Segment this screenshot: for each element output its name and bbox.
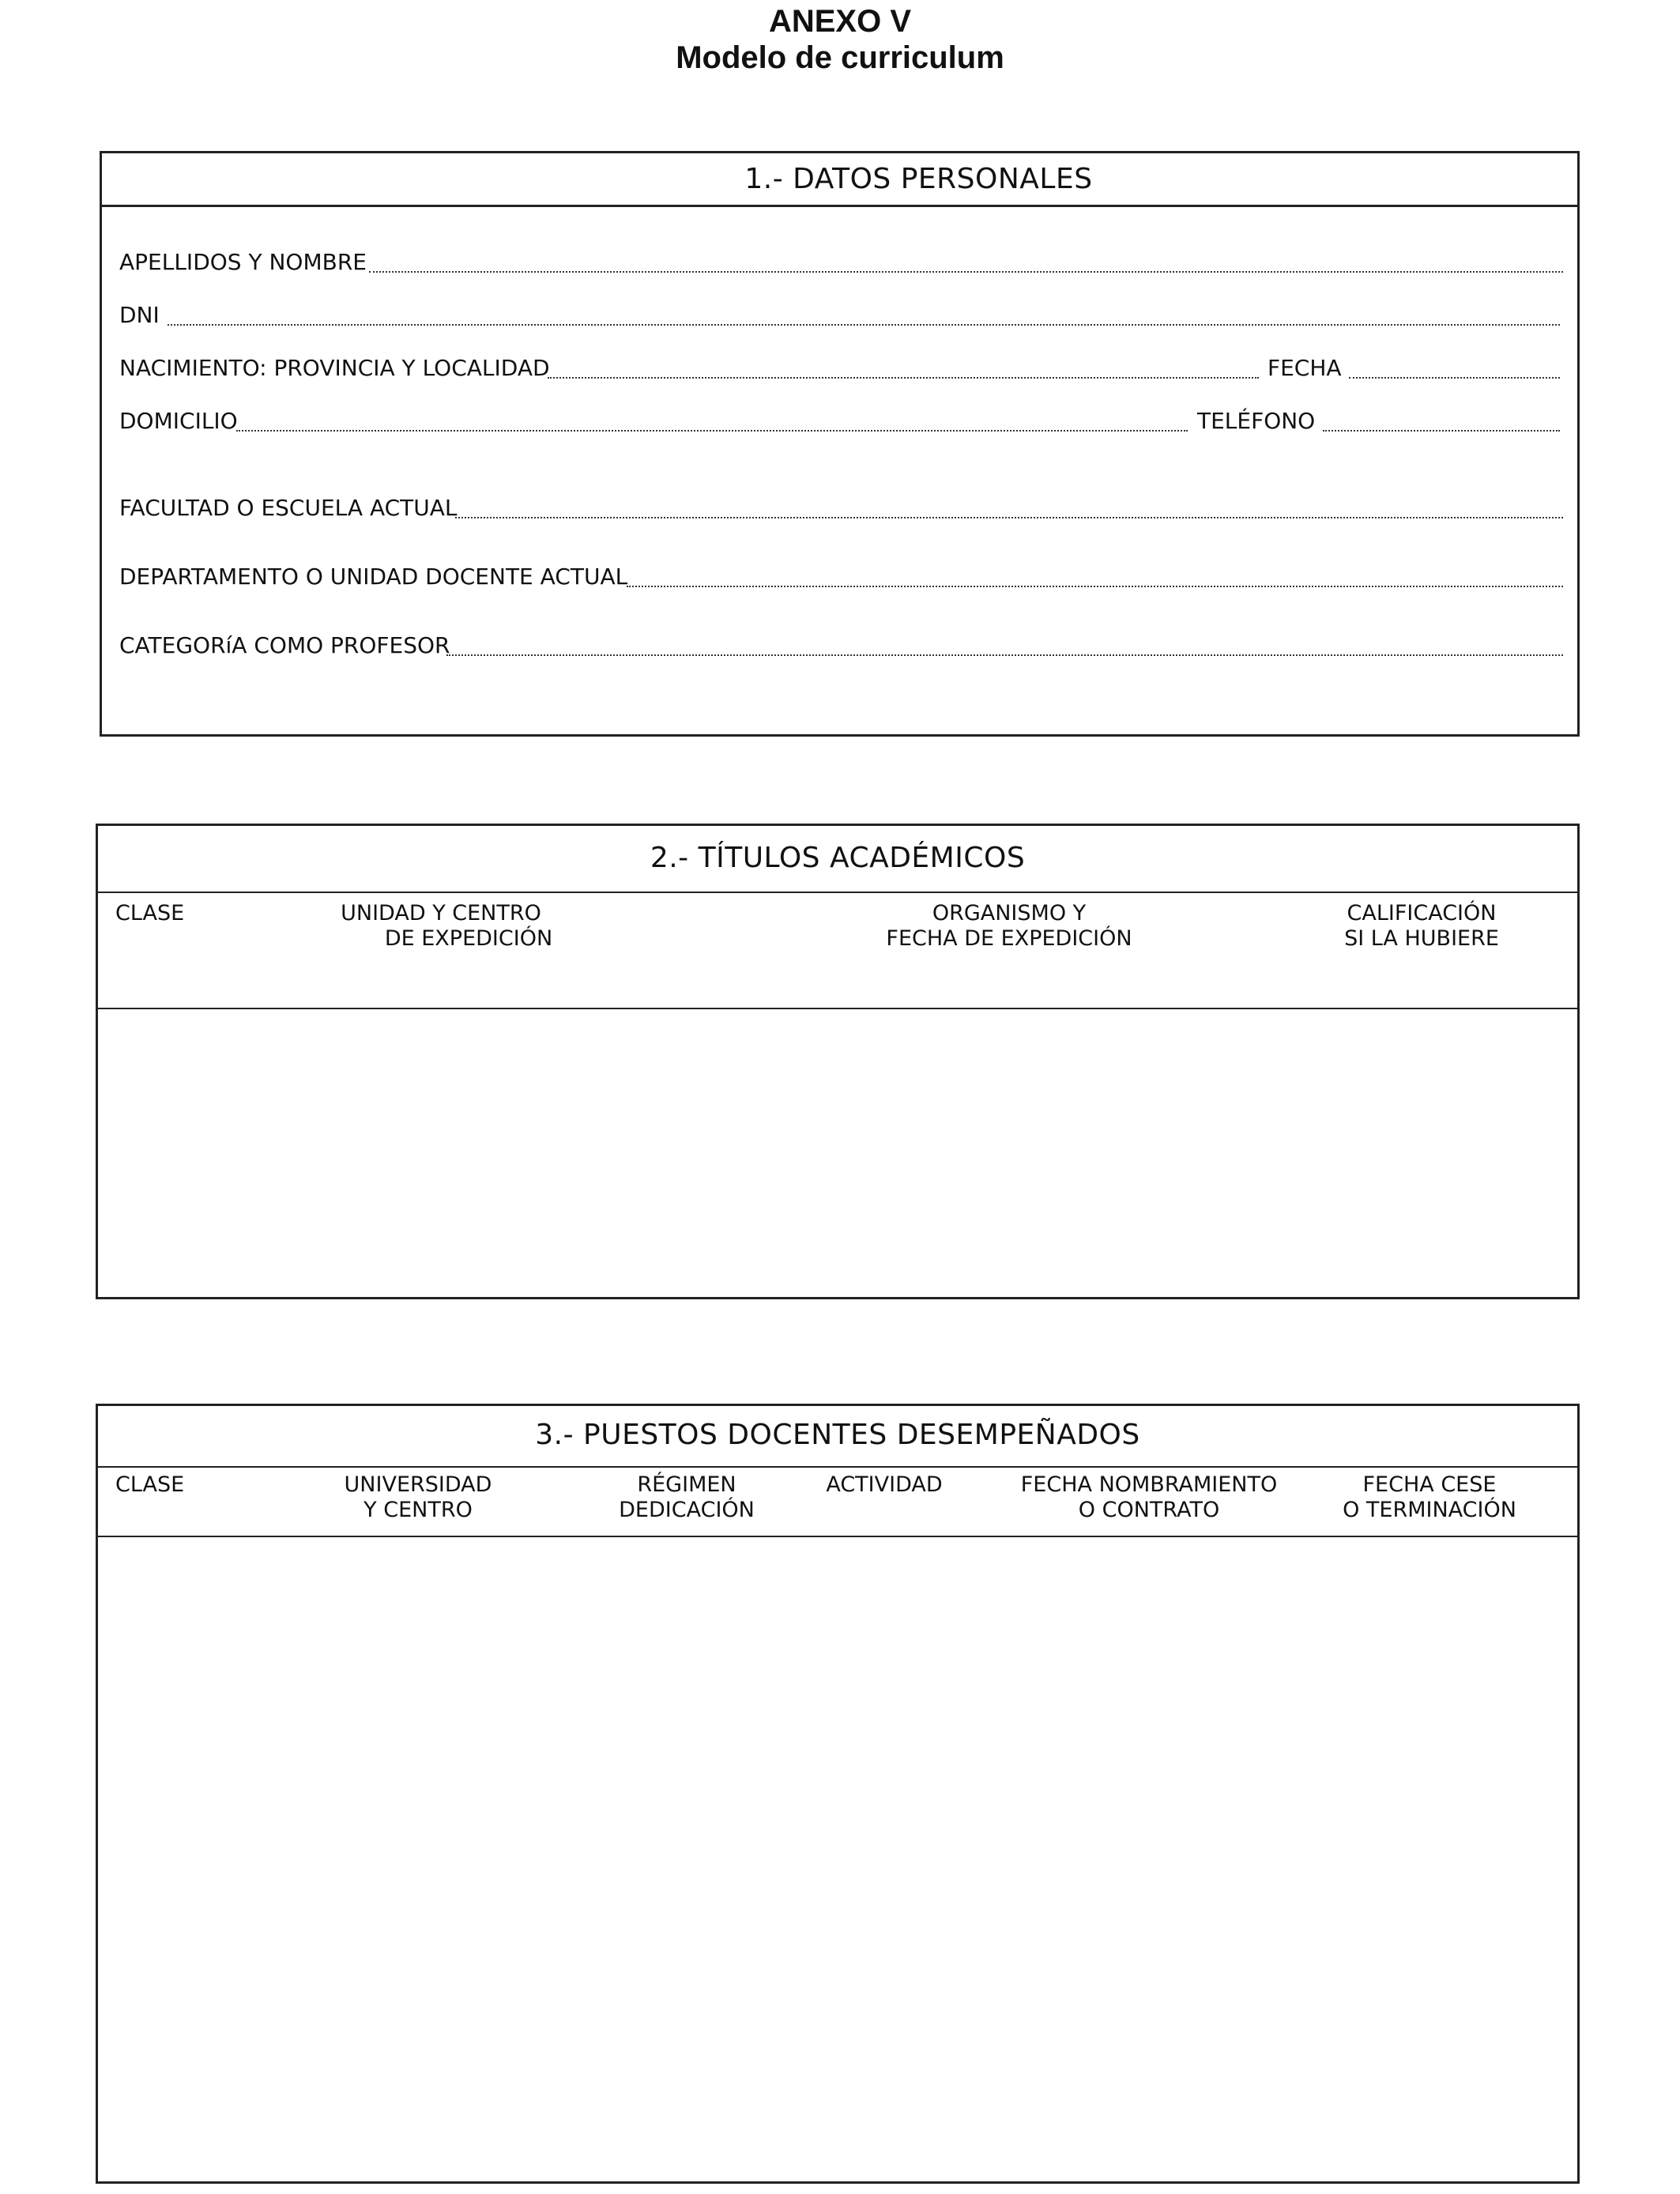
field-birth-line[interactable] (548, 377, 1259, 379)
academic-titles-entry-area[interactable] (98, 1009, 1577, 1297)
teaching-col-fecha-cese: FECHA CESE O TERMINACIÓN (1343, 1472, 1516, 1522)
section-academic-titles (96, 824, 1580, 1299)
field-label-dni: DNI (119, 302, 160, 328)
section-personal-data-title: 1.- DATOS PERSONALES (744, 163, 1093, 195)
teaching-positions-column-header-row (98, 1468, 1577, 1537)
field-label-birth: NACIMIENTO: PROVINCIA Y LOCALIDAD (119, 355, 550, 381)
academic-titles-column-header-row (98, 893, 1577, 1009)
teaching-positions-entry-area[interactable] (98, 1537, 1577, 2181)
academic-col-clase: CLASE (115, 901, 185, 925)
field-label-address: DOMICILIO (119, 408, 238, 434)
academic-col-organismo: ORGANISMO Y FECHA DE EXPEDICIÓN (886, 901, 1132, 951)
document-header (0, 0, 1680, 76)
section-academic-titles-title: 2.- TÍTULOS ACADÉMICOS (650, 842, 1026, 874)
field-dni-line[interactable] (168, 324, 1560, 326)
teaching-col-clase: CLASE (115, 1472, 185, 1497)
annex-subtitle: Modelo de curriculum (676, 40, 1004, 75)
field-name-line[interactable] (369, 271, 1563, 273)
field-label-category: CATEGORíA COMO PROFESOR (119, 632, 450, 658)
section-teaching-positions-header (98, 1406, 1577, 1468)
field-label-phone: TELÉFONO (1197, 408, 1316, 434)
teaching-col-actividad: ACTIVIDAD (826, 1472, 943, 1497)
section-teaching-positions-title: 3.- PUESTOS DOCENTES DESEMPEÑADOS (535, 1419, 1140, 1451)
academic-col-unidad: UNIDAD Y CENTRO DE EXPEDICIÓN (341, 901, 553, 951)
teaching-col-fecha-nombramiento: FECHA NOMBRAMIENTO O CONTRATO (1020, 1472, 1278, 1522)
section-personal-data (100, 151, 1580, 737)
field-department-line[interactable] (627, 586, 1563, 587)
academic-col-calificacion: CALIFICACIÓN SI LA HUBIERE (1344, 901, 1499, 951)
field-label-name: APELLIDOS Y NOMBRE (119, 249, 367, 275)
field-label-date: FECHA (1268, 355, 1342, 381)
field-label-department: DEPARTAMENTO O UNIDAD DOCENTE ACTUAL (119, 564, 628, 590)
field-phone-line[interactable] (1323, 430, 1560, 432)
field-label-faculty: FACULTAD O ESCUELA ACTUAL (119, 495, 458, 521)
field-address-line[interactable] (236, 430, 1188, 432)
field-date-line[interactable] (1349, 377, 1560, 379)
section-teaching-positions (96, 1404, 1580, 2184)
field-category-line[interactable] (446, 654, 1563, 656)
teaching-col-regimen: RÉGIMEN DEDICACIÓN (619, 1472, 755, 1522)
section-personal-data-header (102, 153, 1577, 207)
section-academic-titles-header (98, 826, 1577, 893)
teaching-col-universidad: UNIVERSIDAD Y CENTRO (344, 1472, 492, 1522)
field-faculty-line[interactable] (455, 517, 1563, 518)
annex-title: ANEXO V (768, 4, 912, 39)
